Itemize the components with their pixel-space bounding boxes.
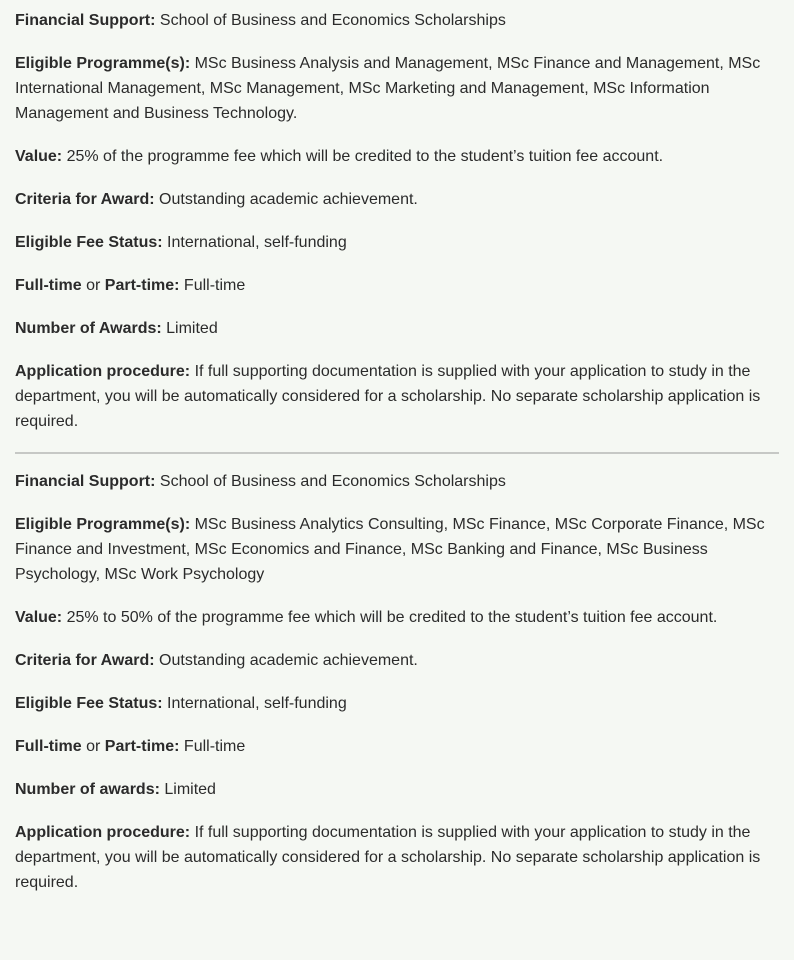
section-divider — [15, 452, 779, 454]
field-value: 25% to 50% of the programme fee which will be credited to the student’s tuition fee account. — [62, 609, 718, 626]
field-label: Eligible Programme(s): — [15, 55, 191, 72]
field-label: Part-time: — [104, 277, 180, 294]
field-criteria-for-award — [15, 187, 779, 212]
field-label: Eligible Programme(s): — [15, 516, 191, 533]
field-value: Outstanding academic achievement. — [154, 652, 418, 669]
field-eligible-programmes — [15, 51, 779, 126]
field-number-of-awards — [15, 777, 779, 802]
field-financial-support — [15, 469, 779, 494]
field-label: Criteria for Award: — [15, 652, 155, 669]
field-value: School of Business and Economics Scholarships — [155, 12, 506, 29]
field-value: Limited — [159, 781, 216, 798]
field-value: International, self-funding — [162, 234, 347, 251]
field-label: Full-time — [15, 277, 82, 294]
field-label: Application procedure: — [15, 363, 191, 380]
field-full-or-part-time — [15, 273, 779, 298]
field-label: Number of awards: — [15, 781, 160, 798]
field-application-procedure — [15, 359, 779, 434]
field-label: Criteria for Award: — [15, 191, 155, 208]
field-eligible-programmes — [15, 512, 779, 587]
field-label: Number of Awards: — [15, 320, 162, 337]
field-value: MSc Business Analytics Consulting, MSc Finance, MSc Corporate Finance, MSc Finance and Investment, MSc Economics and Finance, MSc Banking and Finance, MSc Business Psychology, MSc Work Psychology — [15, 516, 765, 583]
field-value: Full-time — [179, 738, 246, 755]
field-label: Financial Support: — [15, 12, 156, 29]
field-value: Outstanding academic achievement. — [154, 191, 418, 208]
field-full-or-part-time — [15, 734, 779, 759]
field-label: Financial Support: — [15, 473, 156, 490]
field-value: Full-time — [179, 277, 246, 294]
field-label: Value: — [15, 148, 63, 165]
scholarship-entry-1 — [15, 8, 779, 434]
field-label: Part-time: — [104, 738, 180, 755]
field-value: or — [81, 277, 105, 294]
scholarship-entry-2 — [15, 469, 779, 895]
field-value: or — [81, 738, 105, 755]
field-label: Full-time — [15, 738, 82, 755]
field-label: Eligible Fee Status: — [15, 695, 163, 712]
field-value — [15, 605, 779, 630]
field-eligible-fee-status — [15, 691, 779, 716]
field-value: MSc Business Analysis and Management, MSc Finance and Management, MSc International Management, MSc Management, MSc Marketing and Management, MSc Information Management and Business Technology. — [15, 55, 761, 122]
field-financial-support — [15, 8, 779, 33]
field-label: Eligible Fee Status: — [15, 234, 163, 251]
field-number-of-awards — [15, 316, 779, 341]
field-value — [15, 144, 779, 169]
field-criteria-for-award — [15, 648, 779, 673]
field-value: School of Business and Economics Scholarships — [155, 473, 506, 490]
field-value: 25% of the programme fee which will be credited to the student’s tuition fee account. — [62, 148, 664, 165]
field-value: If full supporting documentation is supplied with your application to study in the department, you will be automatically considered for a scholarship. No separate scholarship application is required. — [15, 363, 761, 430]
field-value: If full supporting documentation is supplied with your application to study in the department, you will be automatically considered for a scholarship. No separate scholarship application is required. — [15, 824, 761, 891]
field-eligible-fee-status — [15, 230, 779, 255]
field-value: International, self-funding — [162, 695, 347, 712]
field-application-procedure — [15, 820, 779, 895]
field-label: Application procedure: — [15, 824, 191, 841]
field-label: Value: — [15, 609, 63, 626]
field-value: Limited — [161, 320, 218, 337]
